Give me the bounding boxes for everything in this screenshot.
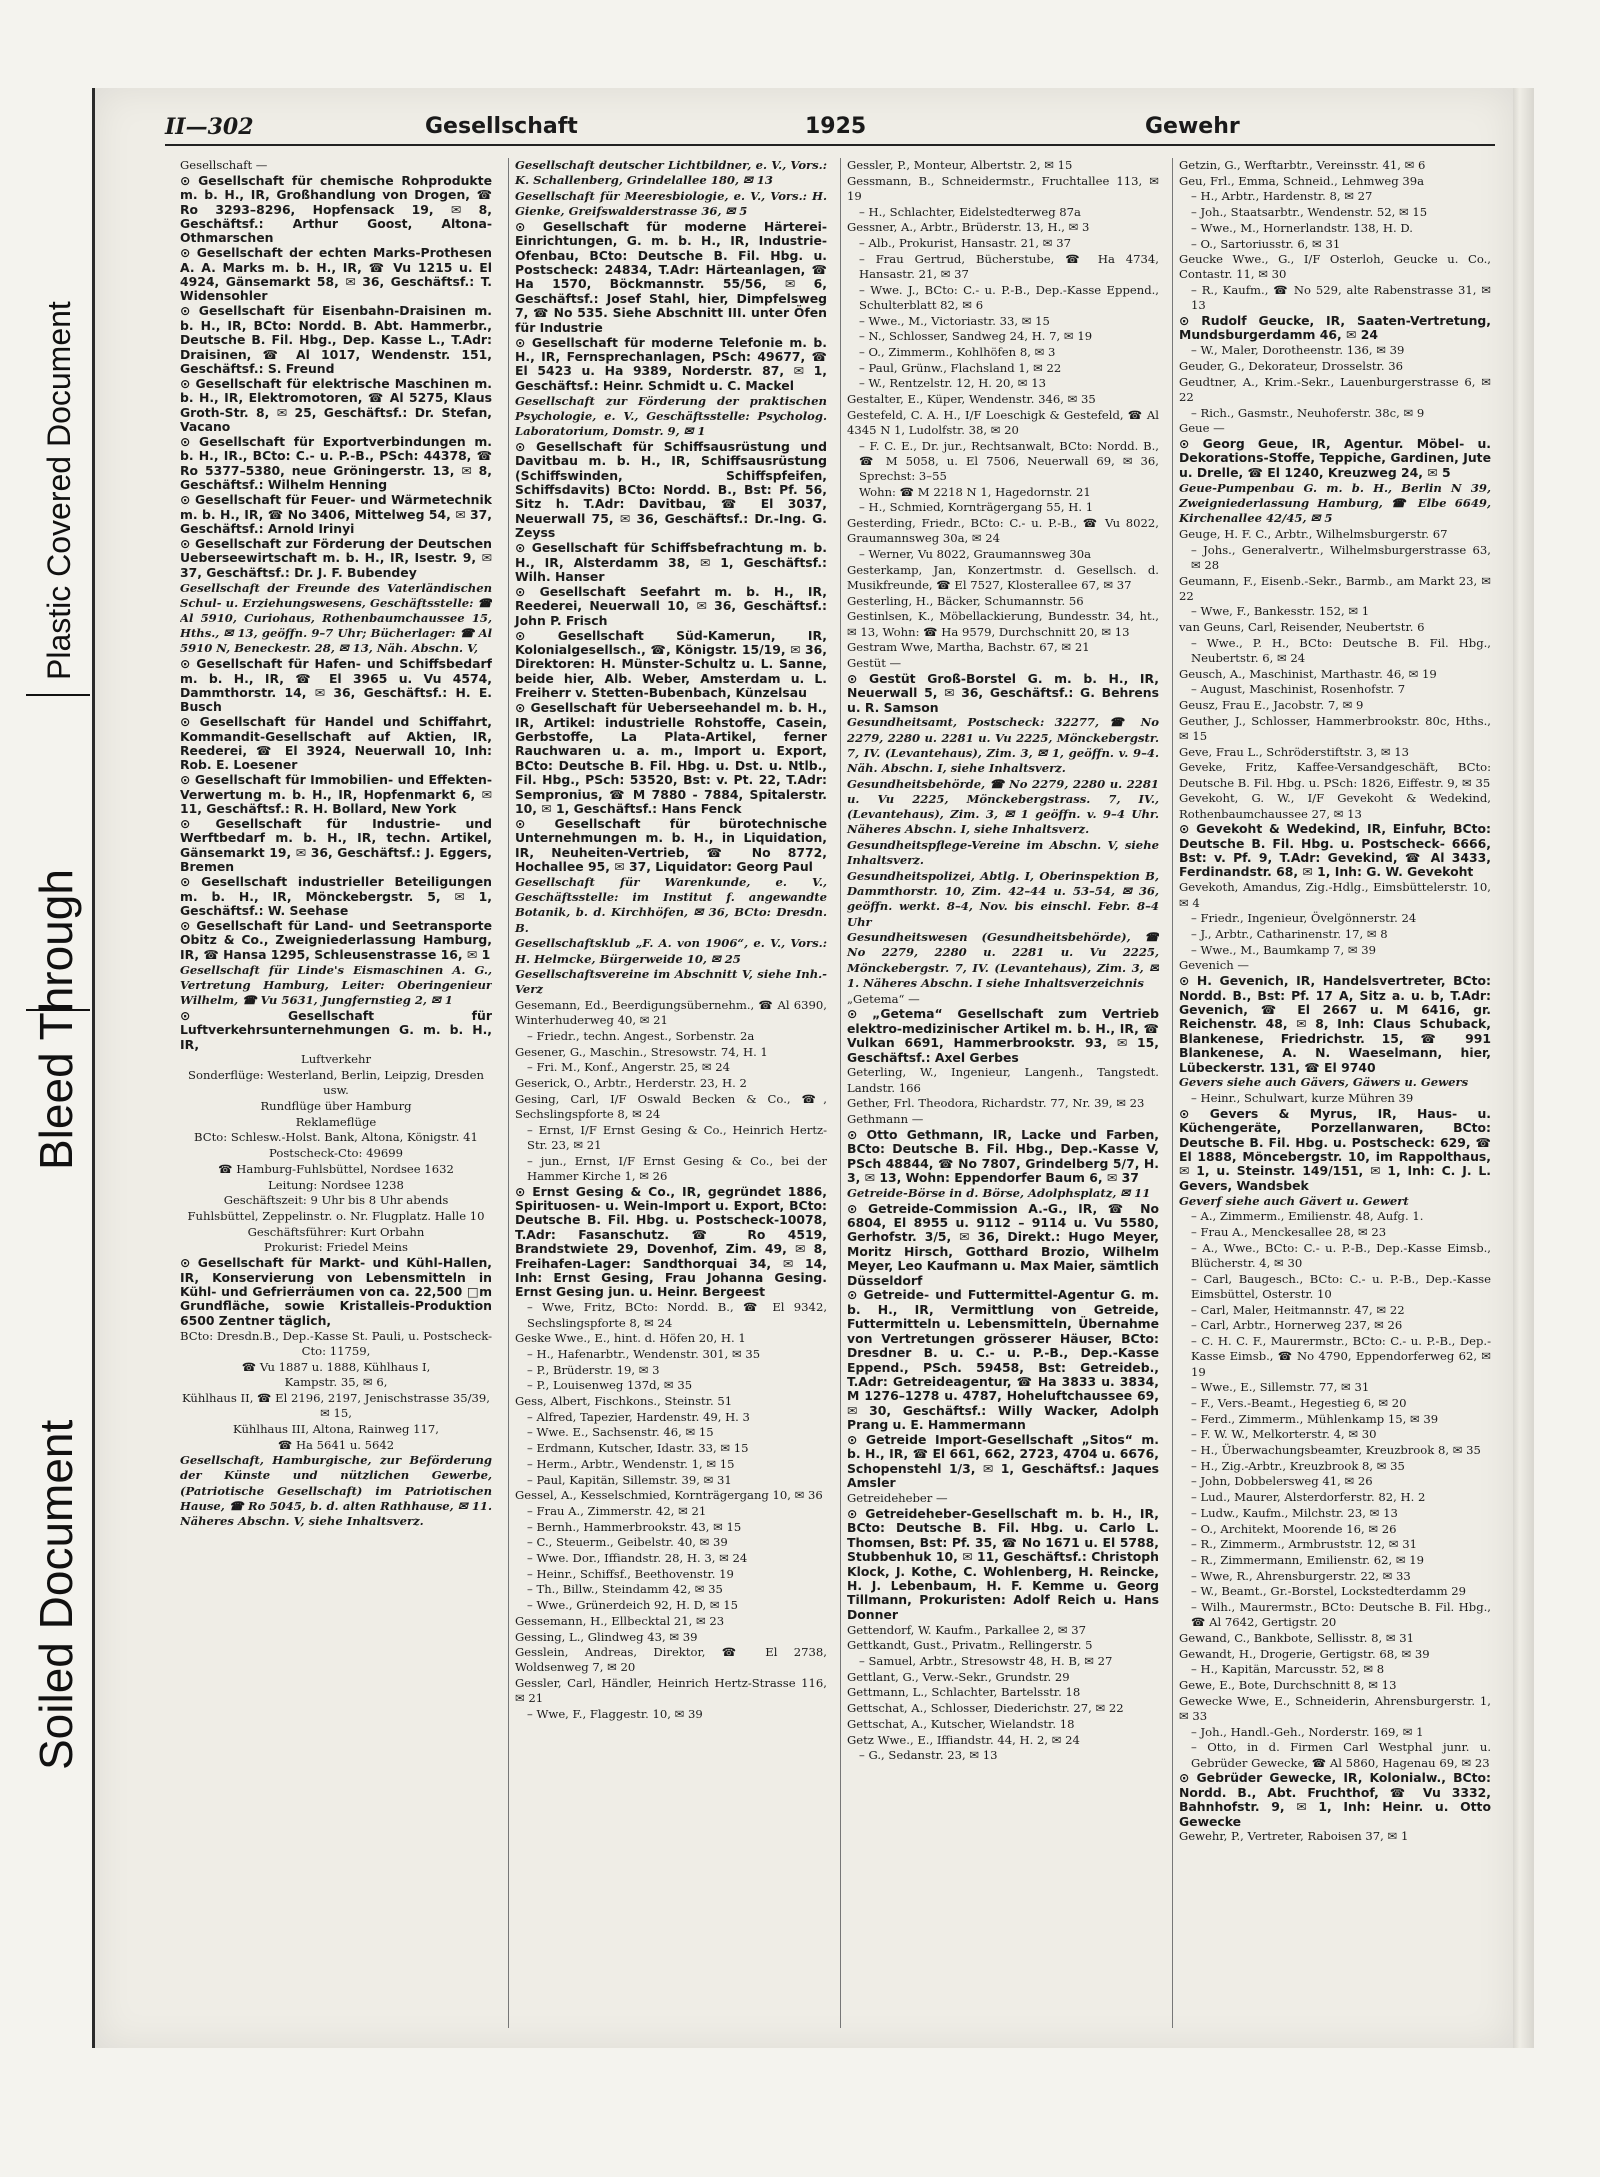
directory-entry: ⊙ Gesellschaft für Eisenbahn-Draisinen m. b. H., IR, BCto: Nordd. B. Abt. Hammerbr., Deutsche B. Fil. Hbg., Dep. Kasse L., T.Adr: Draisinen, ☎ Al 1017, Wendenstr. 151, Geschäftsf.: S. Freund — [180, 303, 492, 376]
directory-entry: Gevekoth, Amandus, Zig.-Hdlg., Eimsbüttelerstr. 10, ✉ 4 — [1179, 880, 1491, 910]
directory-entry: ⊙ Gesellschaft Seefahrt m. b. H., IR, Reederei, Neuerwall 10, ✉ 36, Geschäftsf.: John P. Frisch — [515, 583, 827, 628]
stamp-label-plastic: Plastic Covered Document — [41, 301, 77, 680]
directory-entry: Rundflüge über Hamburg — [260, 1099, 412, 1114]
directory-entry: – O., Architekt, Moorende 16, ✉ 26 — [1191, 1521, 1397, 1536]
directory-entry: – A., Zimmerm., Emilienstr. 48, Aufg. 1. — [1191, 1209, 1424, 1224]
directory-entry: – H., Überwachungsbeamter, Kreuzbrook 8, ✉ 35 — [1191, 1443, 1481, 1458]
directory-entry: – Wwe., E., Sillemstr. 77, ✉ 31 — [1191, 1380, 1370, 1395]
directory-entry: Gestefeld, C. A. H., I/F Loeschigk & Gestefeld, ☎ Al 4345 N 1, Ludolfstr. 38, ✉ 20 — [847, 407, 1159, 437]
directory-entry: ⊙ Ernst Gesing & Co., IR, gegründet 1886, Spirituosen- u. Wein-Import u. Export, BCto: Deutsche B. Fil. Hbg. u. Postscheck-10078, T.Adr: Fasanschutz. ☎ Ro 4519, Brandstwiete 29, Dovenhof, Zim. 49, ✉ 8, Freihafen-Lager: Sandthorquai 34, ✉ 14, Inh: Ernst Gesing, Frau Johanna Gesing. Ernst Gesing jun. u. Heinr. Bergeest — [515, 1183, 827, 1300]
directory-entry: – Th., Billw., Steindamm 42, ✉ 35 — [527, 1582, 723, 1597]
directory-entry: Geu, Frl., Emma, Schneid., Lehmweg 39a — [1179, 173, 1425, 188]
directory-entry: – Wwe., M., Victoriastr. 33, ✉ 15 — [859, 313, 1050, 328]
directory-entry: – F., Vers.-Beamt., Hegestieg 6, ✉ 20 — [1191, 1395, 1407, 1410]
directory-entry: ⊙ Gesellschaft für moderne Telefonie m. b. H., IR, Fernsprechanlagen, PSch: 49677, ☎ El 5423 u. Ha 9389, Norderstr. 87, ✉ 1, Geschäftsf.: Heinr. Schmidt u. C. Mackel — [515, 334, 827, 393]
directory-entry: – P., Brüderstr. 19, ✉ 3 — [527, 1362, 660, 1377]
directory-entry: – Wwe. J., BCto: C.- u. P.-B., Dep.-Kasse Eppend., Schulterblatt 82, ✉ 6 — [859, 282, 1159, 312]
directory-entry: ⊙ Georg Geue, IR, Agentur. Möbel- u. Dekorations-Stoffe, Teppiche, Gardinen, Jute u. Drelle, ☎ El 1240, Kreuzweg 24, ✉ 5 — [1179, 436, 1491, 480]
directory-entry: Gessmann, B., Schneidermstr., Fruchtallee 113, ✉ 19 — [847, 173, 1159, 203]
directory-entry: BCto: Dresdn.B., Dep.-Kasse St. Pauli, u. Postscheck-Cto: 11759, — [180, 1328, 492, 1358]
directory-entry: – H., Hafenarbtr., Wendenstr. 301, ✉ 35 — [527, 1346, 761, 1361]
directory-column-1 — [180, 158, 492, 2028]
directory-entry: ⊙ Gesellschaft der echten Marks-Prothesen A. A. Marks m. b. H., IR, ☎ Vu 1215 u. El 4924, Gänsemarkt 58, ✉ 36, Geschäftsf.: T. Widensohler — [180, 245, 492, 304]
directory-entry: Gethmann — — [847, 1112, 924, 1127]
directory-entry: ⊙ Gesellschaft zur Förderung der Deutschen Ueberseewirtschaft m. b. H., IR, Isestr. 9, ✉ 37, Geschäftsf.: Dr. J. F. Bubendey — [180, 535, 492, 580]
directory-entry: ⊙ Gevers & Myrus, IR, Haus- u. Küchengeräte, Porzellanwaren, BCto: Deutsche B. Fil. Hbg. u. Postscheck: 629, ☎ El 1888, Möncebergstr. 10, im Rappolthaus, ✉ 1, u. Steinstr. 149/151, ✉ 1, Inh: C. J. L. Gevers, Wandsbek — [1179, 1105, 1491, 1193]
directory-entry: Gesellschaft für Linde's Eismaschinen A. G., Vertretung Hamburg, Leiter: Oberingenieur Wilhelm, ☎ Vu 5631, Jungfernstieg 2, ✉ 1 — [180, 962, 492, 1008]
directory-entry: Geve, Frau L., Schröderstiftstr. 3, ✉ 13 — [1179, 744, 1409, 759]
directory-entry: Geschäftszeit: 9 Uhr bis 8 Uhr abends — [223, 1193, 449, 1208]
directory-entry: Geumann, F., Eisenb.-Sekr., Barmb., am Markt 23, ✉ 22 — [1179, 573, 1491, 603]
directory-entry: – Wwe., M., Hornerlandstr. 138, H. D. — [1191, 220, 1413, 235]
directory-entry: – A., Wwe., BCto: C.- u. P.-B., Dep.-Kasse Eimsb., Blücherstr. 4, ✉ 30 — [1191, 1240, 1491, 1271]
directory-entry: ⊙ Gevekoht & Wedekind, IR, Einfuhr, BCto: Deutsche B. Fil. Hbg. u. Postscheck- 6666, Bst: v. Pf. 9, T.Adr: Gevekind, ☎ Al 3433, Ferdinandstr. 68, ✉ 1, Inh: G. W. Gevekoht — [1179, 821, 1491, 880]
directory-entry: – Bernh., Hammerbrookstr. 43, ✉ 15 — [527, 1519, 742, 1534]
directory-entry: – R., Zimmermann, Emilienstr. 62, ✉ 19 — [1191, 1552, 1425, 1567]
directory-entry: ⊙ Gesellschaft für elektrische Maschinen m. b. H., IR, Elektromotoren, ☎ Al 5275, Klaus Groth-Str. 8, ✉ 25, Geschäftsf.: Dr. Stefan, Vacano — [180, 375, 492, 435]
directory-entry: Gessler, P., Monteur, Albertstr. 2, ✉ 15 — [847, 158, 1073, 172]
directory-entry: Gessemann, H., Ellbecktal 21, ✉ 23 — [515, 1613, 725, 1628]
directory-entry: Geucke Wwe., G., I/F Osterloh, Geucke u. Co., Contastr. 11, ✉ 30 — [1179, 252, 1491, 282]
directory-column-4 — [1172, 158, 1491, 2028]
directory-entry: Gesundheitspflege-Vereine im Abschn. V, siehe Inhaltsverz. — [847, 838, 1159, 868]
directory-entry: – August, Maschinist, Rosenhofstr. 7 — [1191, 682, 1406, 697]
directory-entry: – Frau A., Zimmerstr. 42, ✉ 21 — [527, 1503, 707, 1518]
directory-entry: – Alb., Prokurist, Hansastr. 21, ✉ 37 — [859, 236, 1071, 251]
directory-entry: – Wwe., M., Baumkamp 7, ✉ 39 — [1191, 942, 1376, 957]
directory-entry: – Fri. M., Konf., Angerstr. 25, ✉ 24 — [527, 1060, 730, 1075]
directory-entry: ⊙ Gesellschaft für Handel und Schiffahrt, Kommandit-Gesellschaft auf Aktien, IR, Reederei, ☎ El 3924, Neuerwall 10, Inh: Rob. E. Loesener — [180, 714, 492, 773]
directory-entry: Gewandt, H., Drogerie, Gertigstr. 68, ✉ 39 — [1179, 1646, 1430, 1661]
directory-entry: ⊙ H. Gevenich, IR, Handelsvertreter, BCto: Nordd. B., Bst: Pf. 17 A, Sitz a. u. b, T.Adr: Gevenich, ☎ El 2667 u. M 6416, gr. Reichenstr. 48, ✉ 8, Inh: Claus Schuback, Blankenese, Friedrichstr. 15, ☎ 991 Blankenese, A. N. Waeselmann, hier, Lübeckerstr. 131, ☎ El 9740 — [1179, 973, 1491, 1075]
directory-entry: – R., Kaufm., ☎ No 529, alte Rabenstrasse 31, ✉ 13 — [1191, 283, 1491, 313]
page-number: II—302 — [165, 114, 254, 140]
directory-entry: – C., Steuerm., Geibelstr. 40, ✉ 39 — [527, 1535, 728, 1550]
directory-entry: – Ludw., Kaufm., Milchstr. 23, ✉ 13 — [1191, 1505, 1398, 1520]
directory-entry: – G., Sedanstr. 23, ✉ 13 — [859, 1748, 998, 1763]
directory-entry: Wohn: ☎ M 2218 N 1, Hagedornstr. 21 — [859, 484, 1091, 499]
stamp-label-soiled: Soiled Document — [30, 1419, 82, 1770]
directory-entry: Gettlant, G., Verw.-Sekr., Grundstr. 29 — [847, 1669, 1070, 1684]
directory-entry: Gesemann, Ed., Beerdigungsübernehm., ☎ Al 6390, Winterhuderweg 40, ✉ 21 — [515, 998, 827, 1028]
directory-entry: – Heinr., Schiffsf., Beethovenstr. 19 — [527, 1566, 734, 1581]
directory-entry: – Herm., Arbtr., Wendenstr. 1, ✉ 15 — [527, 1456, 735, 1471]
directory-entry: – Carl, Maler, Heitmannstr. 47, ✉ 22 — [1191, 1302, 1405, 1317]
directory-entry: Gesellschaft, Hamburgische, zur Beförderung der Künste und nützlichen Gewerbe, (Patriotische Gesellschaft) im Patriotischen Hause, ☎ Ro 5045, b. d. alten Rathhause, ✉ 11. Näheres Abschn. V, siehe Inhaltsverz. — [180, 1453, 492, 1529]
directory-entry: ⊙ Gesellschaft für Exportverbindungen m. b. H., IR., BCto: C.- u. P.-B., PSch: 44378, ☎ Ro 5377–5380, neue Gröningerstr. 13, ✉ 8, Geschäftsf.: Wilhelm Henning — [180, 434, 492, 493]
directory-entry: Getzin, G., Werftarbtr., Vereinsstr. 41, ✉ 6 — [1179, 158, 1426, 172]
directory-entry: – Wwe, F., Bankesstr. 152, ✉ 1 — [1191, 604, 1370, 619]
directory-entry: – Wwe, R., Ahrensburgerstr. 22, ✉ 33 — [1191, 1568, 1411, 1583]
directory-entry: – Joh., Staatsarbtr., Wendenstr. 52, ✉ 15 — [1191, 205, 1428, 220]
directory-entry: – C. H. C. F., Maurermstr., BCto: C.- u. P.-B., Dep.-Kasse Eimsb., ☎ No 4790, Eppendorferweg 62, ✉ 19 — [1191, 1334, 1491, 1379]
directory-entry: ⊙ Getreide- und Futtermittel-Agentur G. m. b. H., IR, Vermittlung von Getreide, Futtermitteln u. Lebensmitteln, Übernahme von Vertretungen grösserer Häuser, BCto: Dresdner B. u. C.- u. P.-B., Dep.-Kasse Eppend., PSch. 59458, Bst: Getreideb., T.Adr: Getreideagentur, ☎ Ha 3833 u. 3834, M 1276–1278 u. 4787, Hoheluftchaussee 69, ✉ 30, Geschäftsf.: Willy Wacker, Adolph Prang u. E. Hammermann — [847, 1287, 1159, 1433]
directory-entry: ⊙ Gesellschaft für Luftverkehrsunternehmungen G. m. b. H., IR, — [180, 1007, 492, 1052]
directory-entry: Geue-Pumpenbau G. m. b. H., Berlin N 39, Zweigniederlassung Hamburg, ☎ Elbe 6649, Kirchenallee 42/45, ✉ 5 — [1179, 480, 1491, 526]
directory-column-3 — [840, 158, 1159, 2028]
directory-entry: Geveke, Fritz, Kaffee-Versandgeschäft, BCto: Deutsche B. Fil. Hbg. u. PSch: 1826, Eiffestr. 9, ✉ 35 — [1179, 760, 1491, 790]
directory-entry: – Carl, Arbtr., Hornerweg 237, ✉ 26 — [1191, 1318, 1403, 1333]
directory-entry: Kühlhaus II, ☎ El 2196, 2197, Jenischstrasse 35/39, ✉ 15, — [182, 1390, 490, 1421]
directory-entry: Geske Wwe., E., hint. d. Höfen 20, H. 1 — [515, 1331, 746, 1346]
directory-entry: Gessler, Carl, Händler, Heinrich Hertz-Strasse 116, ✉ 21 — [515, 1676, 827, 1706]
directory-entry: Gestalter, E., Küper, Wendenstr. 346, ✉ 35 — [847, 392, 1096, 407]
directory-entry: Getreide-Börse in d. Börse, Adolphsplatz, ✉ 11 — [847, 1185, 1151, 1200]
directory-entry: – H., Zig.-Arbtr., Kreuzbrook 8, ✉ 35 — [1191, 1458, 1405, 1473]
directory-entry: Gettkandt, Gust., Privatm., Rellingerstr. 5 — [847, 1638, 1093, 1653]
directory-entry: – Friedr., Ingenieur, Övelgönnerstr. 24 — [1191, 911, 1417, 926]
directory-entry: Gestinlsen, K., Möbellackierung, Bundesstr. 34, ht., ✉ 13, Wohn: ☎ Ha 9579, Durchschnitt 20, ✉ 13 — [847, 609, 1159, 639]
directory-entry: Geuder, G., Dekorateur, Drosselstr. 36 — [1179, 359, 1403, 374]
directory-entry: Gesener, G., Maschin., Stresowstr. 74, H. 1 — [515, 1044, 768, 1059]
directory-entry: Gessner, A., Arbtr., Brüderstr. 13, H., ✉ 3 — [847, 220, 1090, 235]
directory-entry: Gesellschaftsklub „F. A. von 1906“, e. V., Vors.: H. Helmcke, Bürgerweide 10, ✉ 25 — [515, 936, 827, 966]
directory-entry: Prokurist: Friedel Meins — [264, 1240, 408, 1255]
directory-entry: ⊙ Gesellschaft für Land- und Seetransporte Obitz & Co., Zweigniederlassung Hamburg, IR, ☎ Hansa 1295, Schleusenstrasse 16, ✉ 1 — [180, 917, 492, 962]
directory-entry: – P., Louisenweg 137d, ✉ 35 — [527, 1378, 693, 1393]
page-edge — [1510, 88, 1534, 2048]
directory-entry: Gevers siehe auch Gävers, Gäwers u. Gewers — [1179, 1075, 1469, 1090]
directory-entry: – Wwe., Grünerdeich 92, H. D, ✉ 15 — [527, 1598, 739, 1613]
directory-entry: Gevekoht, G. W., I/F Gevekoht & Wedekind, Rothenbaumchaussee 27, ✉ 13 — [1179, 791, 1491, 821]
directory-entry: Gesundheitsamt, Postscheck: 32277, ☎ No 2279, 2280 u. 2281 u. Vu 2225, Mönckebergstr. 7, IV. (Levantehaus), Zim. 3, ✉ 1, geöffn. v. 9–4. Näh. Abschn. I, siehe Inhaltsverz. — [847, 715, 1159, 776]
directory-entry: ⊙ Gestüt Groß-Borstel G. m. b. H., IR, Neuerwall 5, ✉ 36, Geschäftsf.: G. Behrens u. R. Samson — [847, 670, 1159, 715]
directory-entry: Gesing, Carl, I/F Oswald Becken & Co., ☎, Sechslingspforte 8, ✉ 24 — [515, 1091, 827, 1122]
directory-entry: ⊙ Gesellschaft industrieller Beteiligungen m. b. H., IR, Mönckebergstr. 5, ✉ 1, Geschäftsf.: W. Seehase — [180, 874, 492, 918]
directory-entry: Gesellschaft für Meeresbiologie, e. V., Vors.: H. Gienke, Greifswalderstrasse 36, ✉ 5 — [515, 188, 827, 219]
directory-entry: ⊙ Gesellschaft für chemische Rohprodukte m. b. H., IR, Großhandlung von Drogen, ☎ Ro 3293–8296, Hopfensack 19, ✉ 8, Geschäftsf.: Arthur Goost, Altona-Othmarschen — [180, 172, 492, 246]
directory-entry: Gesterkamp, Jan, Konzertmstr. d. Gesellsch. d. Musikfreunde, ☎ El 7527, Klosterallee 67, ✉ 37 — [847, 562, 1159, 592]
directory-columns — [180, 158, 1490, 2028]
directory-entry: Gessing, L., Glindweg 43, ✉ 39 — [515, 1629, 698, 1644]
directory-entry: BCto: Schlesw.-Holst. Bank, Altona, Königstr. 41 — [194, 1130, 478, 1145]
header-year: 1925 — [805, 114, 867, 139]
directory-entry: ⊙ Rudolf Geucke, IR, Saaten-Vertretung, Mundsburgerdamm 46, ✉ 24 — [1179, 313, 1491, 343]
directory-entry: Gesterding, Friedr., BCto: C.- u. P.-B., ☎ Vu 8022, Graumannsweg 30a, ✉ 24 — [847, 516, 1159, 546]
directory-entry: – H., Schmied, Kornträgergang 55, H. 1 — [859, 500, 1094, 515]
directory-entry: Gesellschaft zur Förderung der praktischen Psychologie, e. V., Geschäftsstelle: Psycholog. Laboratorium, Domstr. 9, ✉ 1 — [515, 393, 827, 439]
directory-entry: – Alfred, Tapezier, Hardenstr. 49, H. 3 — [527, 1409, 750, 1424]
directory-entry: Gesellschaft — — [180, 158, 268, 172]
directory-entry: Gesellschaft der Freunde des Vaterländischen Schul- u. Erziehungswesens, Geschäftsstelle: ☎ Al 5910, Curiohaus, Rothenbaumchaussee 15, Hths., ✉ 13, geöffn. 9–7 Uhr; Bücherlager: ☎ Al 5910 N, Beneckestr. 28, ✉ 13, Näh. Abschn. V, — [180, 580, 492, 656]
directory-entry: Gesundheitspolizei, Abtlg. I, Oberinspektion B, Dammthorstr. 10, Zim. 42–44 u. 53–54, ✉ 36, geöffn. werkt. 8–4, Nov. bis einschl. Febr. 8–4 Uhr — [847, 868, 1159, 929]
directory-entry: Gestüt — — [847, 656, 902, 670]
directory-entry: „Getema“ — — [847, 991, 920, 1006]
directory-entry: – F. C. E., Dr. jur., Rechtsanwalt, BCto: Nordd. B., ☎ M 5058, u. El 7506, Neuerwall 69, ✉ 36, Sprechst: 3–55 — [859, 438, 1159, 484]
directory-entry: Gether, Frl. Theodora, Richardstr. 77, Nr. 39, ✉ 23 — [847, 1096, 1145, 1111]
directory-entry: ⊙ Gesellschaft für moderne Härterei-Einrichtungen, G. m. b. H., IR, Industrie-Ofenbau, BCto: Deutsche B. Fil. Hbg. u. Postscheck: 24834, T.Adr: Härteanlagen, ☎ Ha 1570, Böckmannstr. 55/56, ✉ 6, Geschäftsf.: Josef Stahl, hier, Dimpfelsweg 7, ☎ No 535. Siehe Abschnitt III. unter Öfen für Industrie — [515, 218, 827, 335]
directory-entry: ⊙ Gesellschaft für Feuer- und Wärmetechnik m. b. H., IR, ☎ No 3406, Mittelweg 54, ✉ 37, Geschäftsf.: Arnold Irinyi — [180, 492, 492, 536]
directory-entry: – Johs., Generalvertr., Wilhelmsburgerstrasse 63, ✉ 28 — [1191, 542, 1491, 572]
header-right-keyword: Gewehr — [1145, 114, 1240, 139]
directory-entry: – Frau A., Menckesallee 28, ✉ 23 — [1191, 1225, 1387, 1240]
directory-entry: Gettmann, L., Schlachter, Bartelsstr. 18 — [847, 1685, 1081, 1700]
directory-entry: – Wwe., P. H., BCto: Deutsche B. Fil. Hbg., Neubertstr. 6, ✉ 24 — [1191, 635, 1491, 666]
directory-entry: ☎ Ha 5641 u. 5642 — [277, 1437, 395, 1452]
directory-entry: ⊙ Gebrüder Gewecke, IR, Kolonialw., BCto: Nordd. B., Abt. Fruchthof, ☎ Vu 3332, Bahnhofstr. 9, ✉ 1, Inh: Heinr. u. Otto Gewecke — [1179, 1770, 1491, 1829]
directory-entry: – H., Arbtr., Hardenstr. 8, ✉ 27 — [1191, 189, 1373, 204]
directory-entry: Gevenich — — [1179, 958, 1249, 973]
directory-entry: ⊙ Getreideheber-Gesellschaft m. b. H., IR, BCto: Deutsche B. Fil. Hbg. u. Carlo L. Thomsen, Bst: Pf. 35, ☎ No 1671 u. El 5788, Stubbenhuk 10, ✉ 11, Geschäftsf.: Christoph Klock, J. Kothe, C. Wohlenberg, H. Reincke, H. J. Lebenbaum, H. F. Kemme u. Georg Tillmann, Prokuristen: Adolf Reich u. Hans Donner — [847, 1505, 1159, 1622]
directory-entry: ⊙ Gesellschaft für Markt- und Kühl-Hallen, IR, Konservierung von Lebensmitteln in Kühl- und Gefrierräumen von ca. 22,500 □m Grundfläche, sowie Kristalleis-Produktion 6500 Zentner täglich, — [180, 1255, 492, 1328]
directory-entry: Getz Wwe., E., Iffiandstr. 44, H. 2, ✉ 24 — [847, 1732, 1080, 1747]
directory-entry: – O., Zimmerm., Kohlhöfen 8, ✉ 3 — [859, 344, 1056, 359]
directory-entry: Geuge, H. F. C., Arbtr., Wilhelmsburgerstr. 67 — [1179, 526, 1448, 541]
directory-entry: ⊙ Gesellschaft für Industrie- und Werftbedarf m. b. H., IR, techn. Artikel, Gänsemarkt 19, ✉ 36, Geschäftsf.: J. Eggers, Bremen — [180, 816, 492, 875]
directory-entry: – O., Sartoriusstr. 6, ✉ 31 — [1191, 236, 1341, 251]
directory-entry: Geusz, Frau E., Jacobstr. 7, ✉ 9 — [1179, 698, 1364, 713]
directory-entry: Kampstr. 35, ✉ 6, — [284, 1375, 388, 1390]
directory-entry: Gewand, C., Bankbote, Sellisstr. 8, ✉ 31 — [1179, 1630, 1414, 1645]
directory-entry: ⊙ Gesellschaft für Schiffsausrüstung und Davitbau m. b. H., IR, Schiffsausrüstung (Schiffswinden, Schiffspfeifen, Schiffsdavits) BCto: Nordd. B., Bst: Pf. 56, Sitz h. T.Adr: Davitbau, ☎ El 3037, Neuerwall 75, ✉ 36, Geschäftsf.: Dr.-Ing. G. Zeyss — [515, 438, 827, 541]
directory-entry: Gesellschaft für Warenkunde, e. V., Geschäftsstelle: im Institut f. angewandte Botanik, b. d. Kirchhöfen, ✉ 36, BCto: Dresdn. B. — [515, 874, 827, 935]
directory-entry: Geue — — [1179, 421, 1225, 436]
directory-entry: – Frau Gertrud, Bücherstube, ☎ Ha 4734, Hansastr. 21, ✉ 37 — [859, 251, 1159, 281]
directory-entry: Gesellschaft deutscher Lichtbildner, e. V., Vors.: K. Schallenberg, Grindelallee 180, ✉ 13 — [515, 158, 827, 188]
directory-entry: – Ernst, I/F Ernst Gesing & Co., Heinrich Hertz-Str. 23, ✉ 21 — [527, 1122, 827, 1152]
directory-entry: – W., Maler, Dorotheenstr. 136, ✉ 39 — [1191, 343, 1405, 358]
directory-entry: – Rich., Gasmstr., Neuhoferstr. 38c, ✉ 9 — [1191, 405, 1425, 420]
directory-entry: ⊙ Gesellschaft für Schiffsbefrachtung m. b. H., IR, Alsterdamm 38, ✉ 1, Geschäftsf.: Wilh. Hanser — [515, 540, 827, 584]
directory-entry: Gesundheitsbehörde, ☎ No 2279, 2280 u. 2281 u. Vu 2225, Mönckebergstrass. 7, IV., (Levantehaus), Zim. 3, ✉ 1 geöffn. v. 9–4 Uhr. Näheres Abschn. I, siehe Inhaltsverz. — [847, 776, 1159, 837]
directory-entry: Gettschat, A., Schlosser, Diederichstr. 27, ✉ 22 — [847, 1701, 1124, 1716]
directory-entry: ⊙ Gesellschaft für Immobilien- und Effekten-Verwertung m. b. H., IR, Hopfenmarkt 6, ✉ 11, Geschäftsf.: R. H. Bollard, New York — [180, 772, 492, 817]
directory-entry: Postscheck-Cto: 49699 — [269, 1146, 403, 1161]
directory-entry: – F. W. W., Melkorterstr. 4, ✉ 30 — [1191, 1427, 1377, 1442]
directory-entry: – John, Dobbelersweg 41, ✉ 26 — [1191, 1474, 1373, 1489]
directory-page — [92, 88, 1513, 2048]
directory-entry: Gessel, A., Kesselschmied, Kornträgergang 10, ✉ 36 — [515, 1488, 823, 1503]
directory-entry: – N., Schlosser, Sandweg 24, H. 7, ✉ 19 — [859, 329, 1093, 344]
directory-entry: Gesslein, Andreas, Direktor, ☎ El 2738, Woldsenweg 7, ✉ 20 — [515, 1645, 827, 1675]
directory-entry: – Lud., Maurer, Alsterdorferstr. 82, H. 2 — [1191, 1490, 1426, 1505]
directory-entry: ⊙ Otto Gethmann, IR, Lacke und Farben, BCto: Deutsche B. Fil. Hbg., Dep.-Kasse V, PSch 48844, ☎ No 7807, Grindelberg 5/7, H. 3, ✉ 13, Wohn: Eppendorfer Baum 6, ✉ 37 — [847, 1126, 1159, 1185]
directory-entry: Sonderflüge: Westerland, Berlin, Leipzig, Dresden usw. — [188, 1068, 484, 1098]
directory-entry: ⊙ Gesellschaft Süd-Kamerun, IR, Kolonialgesellsch., ☎, Königstr. 15/19, ✉ 36, Direktoren: H. Münster-Schultz u. L. Sanne, beide hier, Alb. Weber, Amsterdam u. L. Freiherr v. Stetten-Bubenbach, Künzelsau — [515, 627, 827, 701]
directory-entry: – W., Rentzelstr. 12, H. 20, ✉ 13 — [859, 376, 1046, 391]
scan-quality-stamp — [26, 130, 90, 1790]
directory-entry: – jun., Ernst, I/F Ernst Gesing & Co., bei der Hammer Kirche 1, ✉ 26 — [527, 1153, 827, 1183]
directory-entry: Geverf siehe auch Gävert u. Gewert — [1179, 1193, 1409, 1208]
directory-column-2 — [508, 158, 827, 2028]
directory-entry: – H., Kapitän, Marcusstr. 52, ✉ 8 — [1191, 1662, 1385, 1677]
directory-entry: Leitung: Nordsee 1238 — [268, 1177, 404, 1192]
directory-entry: – Paul, Kapitän, Sillemstr. 39, ✉ 31 — [527, 1472, 732, 1487]
directory-entry: Geschäftsführer: Kurt Orbahn — [247, 1224, 425, 1239]
directory-entry: Gestram Wwe, Martha, Bachstr. 67, ✉ 21 — [847, 640, 1090, 655]
directory-entry: Geudtner, A., Krim.-Sekr., Lauenburgerstrasse 6, ✉ 22 — [1179, 374, 1491, 404]
directory-entry: Gess, Albert, Fischkons., Steinstr. 51 — [515, 1394, 733, 1409]
directory-entry: Gesundheitswesen (Gesundheitsbehörde), ☎ No 2279, 2280 u. 2281 u. Vu 2225, Mönckebergstr. 7, IV. (Levantehaus), Zim. 3, ✉ 1. Näheres Abschn. I siehe Inhaltsverzeichnis — [847, 930, 1159, 990]
directory-entry: ⊙ „Getema“ Gesellschaft zum Vertrieb elektro-medizinischer Artikel m. b. H., IR, ☎ Vulkan 6691, Hammerbrookstr. 93, ✉ 15, Geschäftsf.: Axel Gerbes — [847, 1006, 1159, 1065]
directory-entry: ☎ Vu 1887 u. 1888, Kühlhaus I, — [241, 1359, 431, 1374]
directory-entry: ⊙ Gesellschaft für Hafen- und Schiffsbedarf m. b. H., IR, ☎ El 3965 u. Vu 4574, Dammthorstr. 14, ✉ 36, Geschäftsf.: H. E. Busch — [180, 656, 492, 715]
directory-entry: – Wwe. Dor., Iffiandstr. 28, H. 3, ✉ 24 — [527, 1551, 748, 1566]
directory-entry: – Joh., Handl.-Geh., Norderstr. 169, ✉ 1 — [1191, 1724, 1424, 1739]
directory-entry: ⊙ Gesellschaft für Ueberseehandel m. b. H., IR, Artikel: industrielle Rohstoffe, Casein, Gerbstoffe, La Plata-Artikel, ferner Rauchwaren u. a. m., Import u. Export, BCto: Deutsche B. Fil. Hbg. u. Dst. u. Ntlb., Fil. Hbg., PSch: 53520, Bst: v. Pt. 22, T.Adr: Sempronius, ☎ M 7880 - 7884, Spitalerstr. 10, ✉ 1, Geschäftsf.: Hans Fenck — [515, 700, 827, 816]
directory-entry: Geterling, W., Ingenieur, Langenh., Tangstedt. Landstr. 166 — [847, 1065, 1159, 1095]
directory-entry: – Samuel, Arbtr., Stresowstr 48, H. B, ✉ 27 — [859, 1654, 1113, 1669]
directory-entry: – Wilh., Maurermstr., BCto: Deutsche B. Fil. Hbg., ☎ Al 7642, Gertigstr. 20 — [1191, 1600, 1491, 1630]
directory-entry: – Otto, in d. Firmen Carl Westphal junr. u. Gebrüder Gewecke, ☎ Al 5860, Hagenau 69, ✉ 23 — [1191, 1740, 1491, 1770]
directory-entry: – W., Beamt., Gr.-Borstel, Lockstedterdamm 29 — [1191, 1584, 1467, 1599]
header-left-keyword: Gesellschaft — [425, 114, 578, 139]
directory-entry: van Geuns, Carl, Reisender, Neubertstr. 6 — [1179, 620, 1425, 635]
directory-entry: – Heinr., Schulwart, kurze Mühren 39 — [1191, 1091, 1414, 1106]
directory-entry: Gettschat, A., Kutscher, Wielandstr. 18 — [847, 1716, 1075, 1731]
directory-entry: Geusch, A., Maschinist, Marthastr. 46, ✉ 19 — [1179, 666, 1437, 681]
directory-entry: – Erdmann, Kutscher, Idastr. 33, ✉ 15 — [527, 1441, 749, 1456]
directory-entry: ☎ Hamburg-Fuhlsbüttel, Nordsee 1632 — [218, 1161, 454, 1176]
directory-entry: Getreideheber — — [847, 1491, 948, 1506]
directory-entry: Luftverkehr — [301, 1052, 371, 1067]
directory-entry: – Friedr., techn. Angest., Sorbenstr. 2a — [527, 1029, 755, 1044]
directory-entry: – Ferd., Zimmerm., Mühlenkamp 15, ✉ 39 — [1191, 1411, 1439, 1426]
directory-entry: Geuther, J., Schlosser, Hammerbrookstr. 80c, Hths., ✉ 15 — [1179, 713, 1491, 744]
directory-entry: ⊙ Gesellschaft für bürotechnische Unternehmungen m. b. H., in Liquidation, IR, Neuheiten-Vertrieb, ☎ No 8772, Hochallee 95, ✉ 37, Liquidator: Georg Paul — [515, 815, 827, 875]
directory-entry: Gesellschaftsvereine im Abschnitt V, siehe Inh.-Verz — [515, 967, 827, 997]
directory-entry: Kühlhaus III, Altona, Rainweg 117, — [233, 1421, 439, 1436]
page-header — [165, 114, 1495, 146]
stamp-label-bleed: Bleed Through — [30, 869, 82, 1170]
directory-entry: Fuhlsbüttel, Zeppelinstr. o. Nr. Flugplatz. Halle 10 — [187, 1208, 485, 1223]
directory-entry: – Werner, Vu 8022, Graumannsweg 30a — [859, 547, 1092, 562]
directory-entry: ⊙ Getreide Import-Gesellschaft „Sitos“ m. b. H., IR, ☎ El 661, 662, 2723, 4704 u. 6676, Schopenstehl 1/3, ✉ 1, Geschäftsf.: Jaques Amsler — [847, 1432, 1159, 1491]
directory-entry: – Wwe. E., Sachsenstr. 46, ✉ 15 — [527, 1425, 714, 1440]
directory-entry: – Wwe, Fritz, BCto: Nordd. B., ☎ El 9342, Sechslingspforte 8, ✉ 24 — [527, 1300, 827, 1330]
directory-entry: Geserick, O., Arbtr., Herderstr. 23, H. 2 — [515, 1076, 747, 1091]
directory-entry: ⊙ Getreide-Commission A.-G., IR, ☎ No 6804, El 8955 u. 9112 – 9114 u. Vu 5580, Gerhofstr. 3/5, ✉ 36, Direkt.: Hugo Meyer, Moritz Hirsch, Gotthard Brozio, Wilhelm Meyer, Leo Kaufmann u. Max Maier, sämtlich Düsseldorf — [847, 1200, 1159, 1288]
directory-entry: – Carl, Baugesch., BCto: C.- u. P.-B., Dep.-Kasse Eimsbüttel, Osterstr. 10 — [1191, 1271, 1491, 1301]
directory-entry: – Paul, Grünw., Flachsland 1, ✉ 22 — [859, 360, 1062, 375]
directory-entry: – H., Schlachter, Eidelstedterweg 87a — [859, 204, 1081, 219]
directory-entry: – J., Arbtr., Catharinenstr. 17, ✉ 8 — [1191, 926, 1388, 941]
directory-entry: Gewecke Wwe, E., Schneiderin, Ahrensburgerstr. 1, ✉ 33 — [1179, 1693, 1491, 1723]
directory-entry: – R., Zimmerm., Armbruststr. 12, ✉ 31 — [1191, 1537, 1417, 1552]
directory-entry: Gewe, E., Bote, Durchschnitt 8, ✉ 13 — [1179, 1678, 1397, 1693]
directory-entry: Gewehr, P., Vertreter, Raboisen 37, ✉ 1 — [1179, 1829, 1409, 1844]
directory-entry: Reklameflüge — [295, 1114, 377, 1129]
directory-entry: – Wwe, F., Flaggestr. 10, ✉ 39 — [527, 1707, 703, 1722]
directory-entry: Gesterling, H., Bäcker, Schumannstr. 56 — [847, 593, 1084, 608]
directory-entry: Gettendorf, W. Kaufm., Parkallee 2, ✉ 37 — [847, 1622, 1086, 1637]
